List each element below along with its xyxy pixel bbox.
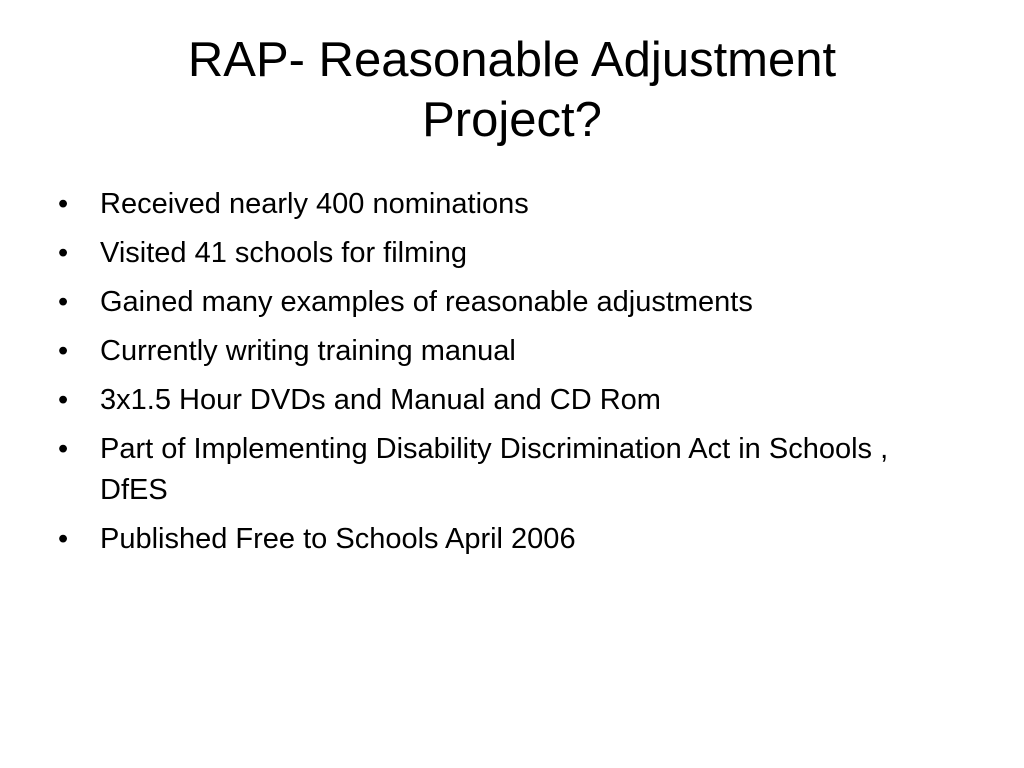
bullet-item bbox=[58, 429, 958, 511]
slide-title bbox=[50, 30, 974, 150]
bullet-dot-icon: • bbox=[58, 523, 69, 555]
bullet-text: Currently writing training manual bbox=[100, 335, 516, 367]
bullet-item bbox=[58, 519, 958, 560]
bullet-item bbox=[58, 184, 958, 225]
bullet-text: 3x1.5 Hour DVDs and Manual and CD Rom bbox=[100, 384, 661, 416]
bullet-text: Visited 41 schools for filming bbox=[100, 237, 467, 269]
bullet-item bbox=[58, 282, 958, 323]
bullet-text: Published Free to Schools April 2006 bbox=[100, 523, 576, 555]
bullet-dot-icon: • bbox=[58, 188, 69, 220]
bullet-list bbox=[58, 184, 958, 568]
bullet-dot-icon: • bbox=[58, 286, 69, 318]
bullet-dot-icon: • bbox=[58, 237, 69, 269]
bullet-text: Received nearly 400 nominations bbox=[100, 188, 529, 220]
slide-title-line: RAP- Reasonable Adjustment bbox=[187, 33, 837, 87]
bullet-text: Gained many examples of reasonable adjustments bbox=[100, 286, 753, 318]
bullet-dot-icon: • bbox=[58, 433, 69, 465]
bullet-item bbox=[58, 380, 958, 421]
bullet-text: Part of Implementing Disability Discrimination Act in Schools , DfES bbox=[100, 433, 889, 506]
bullet-item bbox=[58, 233, 958, 274]
bullet-dot-icon: • bbox=[58, 335, 69, 367]
slide-title-line: Project? bbox=[422, 93, 602, 147]
bullet-item bbox=[58, 331, 958, 372]
bullet-dot-icon: • bbox=[58, 384, 69, 416]
